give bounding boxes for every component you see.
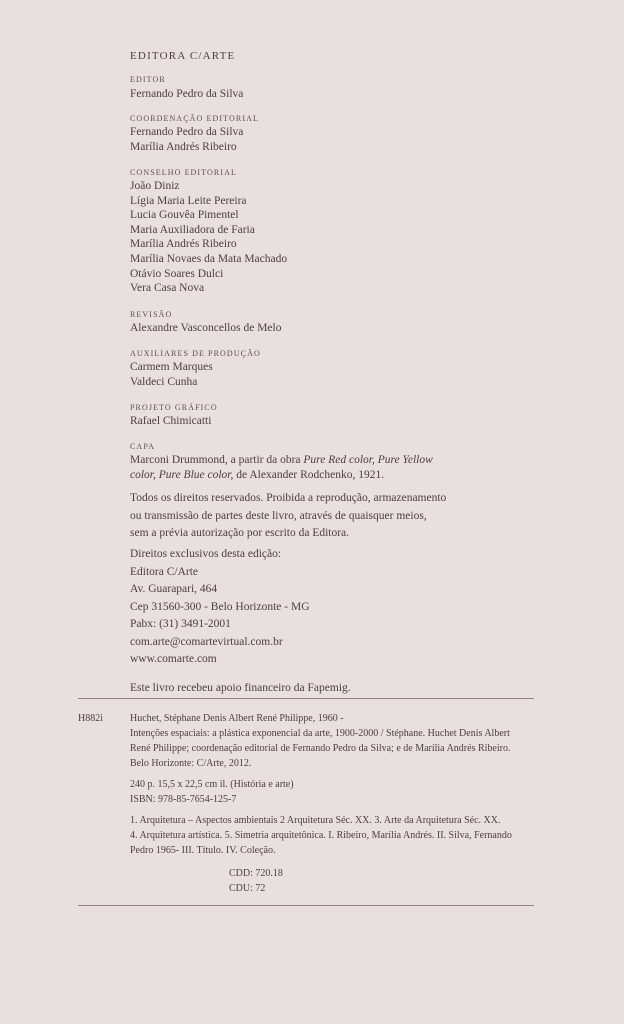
production-label: AUXILIARES DE PRODUÇÃO <box>130 349 261 358</box>
catalog-isbn: ISBN: 978-85-7654-125-7 <box>130 794 237 805</box>
board-member: João Diniz <box>130 180 180 192</box>
catalog-physical-line: 240 p. 15,5 x 22,5 cm il. (História e arte) <box>130 779 294 790</box>
address-line: Direitos exclusivos desta edição: <box>130 548 282 560</box>
editor-name: Fernando Pedro da Silva <box>130 88 244 100</box>
catalog-code: H882i <box>78 713 103 724</box>
board-member: Otávio Soares Dulci <box>130 267 224 280</box>
address-line: Pabx: (31) 3491-2001 <box>130 618 231 630</box>
address-line: www.comarte.com <box>130 653 217 665</box>
revision-label: REVISÃO <box>130 310 173 319</box>
design-name: Rafael Chimicatti <box>130 415 212 427</box>
board-member: Maria Auxiliadora de Faria <box>130 223 255 236</box>
bottom-divider <box>78 905 534 906</box>
catalog-subject-line: Pedro 1965- III. Título. IV. Coleção. <box>130 845 276 856</box>
cover-credit-line: Marconi Drummond, a partir da obra Pure Red color, Pure Yellow <box>130 454 433 466</box>
rights-line: ou transmissão de partes deste livro, através de quaisquer meios, <box>130 509 427 522</box>
board-label: CONSELHO EDITORIAL <box>130 168 237 177</box>
catalog-cdu: CDU: 72 <box>229 883 266 894</box>
board-member: Lucia Gouvêa Pimentel <box>130 209 239 222</box>
coordination-label: COORDENAÇÃO EDITORIAL <box>130 114 259 123</box>
catalog-entry-line: René Philippe; coordenação editorial de Fernando Pedro da Silva; e de Marília Andrés Ribeiro. <box>130 743 511 754</box>
funding-note: Este livro recebeu apoio financeiro da Fapemig. <box>130 682 351 694</box>
board-member: Marília Novaes da Mata Machado <box>130 253 288 265</box>
address-line: Cep 31560-300 - Belo Horizonte - MG <box>130 600 310 613</box>
publisher-name: EDITORA C/ARTE <box>130 50 236 62</box>
rights-line: sem a prévia autorização por escrito da Editora. <box>130 527 350 539</box>
cover-label: CAPA <box>130 442 156 451</box>
address-line: Editora C/Arte <box>130 565 199 578</box>
coordination-name: Marília Andrés Ribeiro <box>130 140 237 153</box>
top-divider <box>78 698 534 699</box>
board-member: Marília Andrés Ribeiro <box>130 238 237 251</box>
cover-credit-line: color, Pure Blue color, de Alexander Rodchenko, 1921. <box>130 469 385 481</box>
catalog-entry-line: Intenções espaciais: a plástica exponencial da arte, 1900-2000 / Stéphane. Huchet Denis Albert <box>130 728 510 739</box>
coordination-name: Fernando Pedro da Silva <box>130 126 244 138</box>
catalog-entry-line: Huchet, Stéphane Denis Albert René Philippe, 1960 - <box>130 713 344 724</box>
catalog-entry-line: Belo Horizonte: C/Arte, 2012. <box>130 758 252 769</box>
rights-line: Todos os direitos reservados. Proibida a reprodução, armazenamento <box>130 492 447 504</box>
board-member: Vera Casa Nova <box>130 282 205 295</box>
board-member: Lígia Maria Leite Pereira <box>130 194 247 207</box>
revision-name: Alexandre Vasconcellos de Melo <box>130 322 282 334</box>
production-name: Carmem Marques <box>130 361 213 373</box>
editor-label: EDITOR <box>130 75 166 84</box>
design-label: PROJETO GRÁFICO <box>130 403 218 412</box>
production-name: Valdeci Cunha <box>130 375 198 388</box>
catalog-subject-line: 1. Arquitetura – Aspectos ambientais 2 Arquitetura Séc. XX. 3. Arte da Arquitetura Séc. XX. <box>130 815 501 826</box>
address-line: Av. Guarapari, 464 <box>130 583 218 595</box>
address-line: com.arte@comartevirtual.com.br <box>130 635 283 648</box>
catalog-subject-line: 4. Arquitetura artística. 5. Simetria arquitetônica. I. Ribeiro, Marília Andrés. II. Silva, Fernando <box>130 830 512 841</box>
catalog-cdd: CDD: 720.18 <box>229 868 283 879</box>
